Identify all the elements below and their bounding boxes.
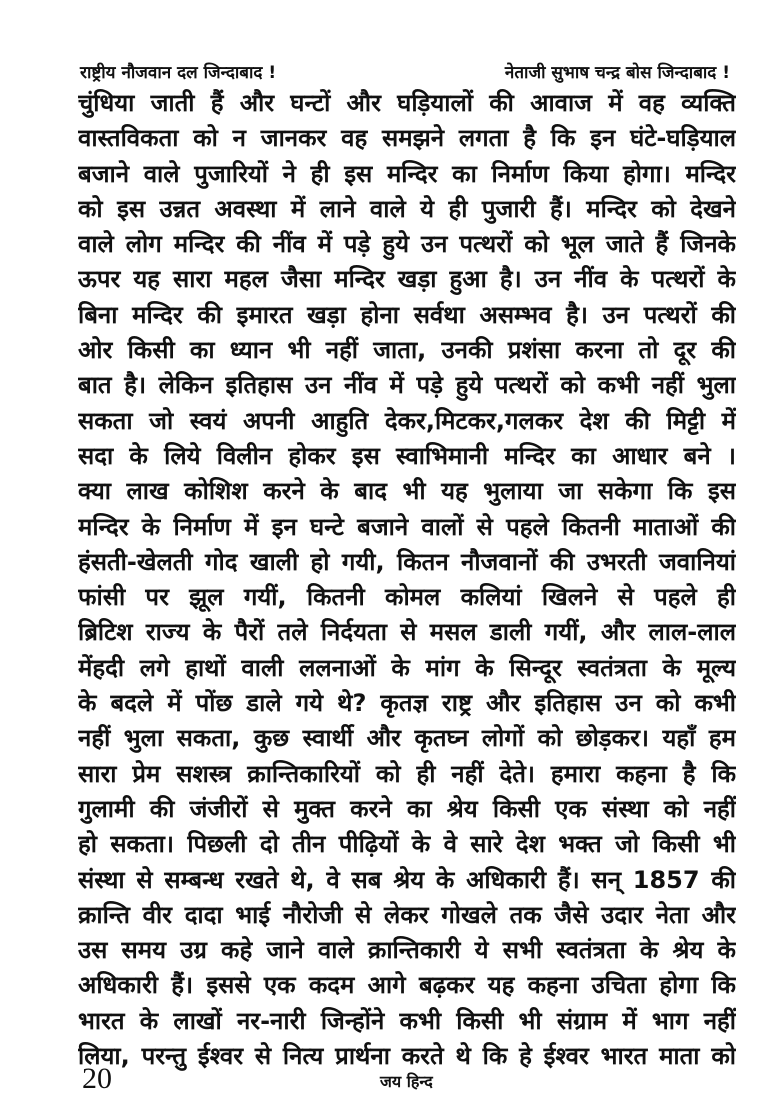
text-line: फांसी पर झूल गयीं, कितनी कोमल कलियां खिलने से पहले ही xyxy=(78,583,736,612)
text-line: भारत के लाखों नर-नारी जिन्होंने कभी किसी भी संग्राम में भाग नहीं xyxy=(78,1006,736,1035)
text-line: संस्था से सम्बन्ध रखते थे, वे सब श्रेय के अधिकारी हैं। सन् 1857 की xyxy=(78,865,736,894)
text-line: बिना मन्दिर की इमारत खड़ा होना सर्वथा असम्भव है। उन पत्थरों की xyxy=(78,300,736,329)
text-line: हो सकता। पिछली दो तीन पीढ़ियों के वे सारे देश भक्त जो किसी भी xyxy=(78,830,736,859)
text-line: वास्तविकता को न जानकर वह समझने लगता है कि इन घंटे-घड़ियाल xyxy=(78,124,736,153)
text-line: अधिकारी हैं। इससे एक कदम आगे बढ़कर यह कहना उचिता होगा कि xyxy=(78,971,736,1000)
text-line: लिया, परन्तु ईश्वर से नित्य प्रार्थना करते थे कि हे ईश्वर भारत माता को xyxy=(78,1042,736,1071)
text-line: गुलामी की जंजीरों से मुक्त करने का श्रेय किसी एक संस्था को नहीं xyxy=(78,794,736,823)
text-line: क्या लाख कोशिश करने के बाद भी यह भुलाया जा सकेगा कि इस xyxy=(78,477,736,506)
text-line: के बदले में पोंछ डाले गये थे? कृतज्ञ राष्ट्र और इतिहास उन को कभी xyxy=(78,689,736,718)
text-line: बजाने वाले पुजारियों ने ही इस मन्दिर का निर्माण किया होगा। मन्दिर xyxy=(78,159,736,188)
text-line: ब्रिटिश राज्य के पैरों तले निर्दयता से मसल डाली गयीं, और लाल-लाल xyxy=(78,618,736,647)
footer-text: जय हिन्द xyxy=(380,1072,433,1091)
text-line: सारा प्रेम सशस्त्र क्रान्तिकारियों को ही नहीं देते। हमारा कहना है कि xyxy=(78,759,736,788)
text-line: वाले लोग मन्दिर की नींव में पड़े हुये उन पत्थरों को भूल जाते हैं जिनके xyxy=(78,230,736,259)
text-line: ऊपर यह सारा महल जैसा मन्दिर खड़ा हुआ है। उन नींव के पत्थरों के xyxy=(78,265,736,294)
text-line: मेंहदी लगे हाथों वाली ललनाओं के मांग के सिन्दूर स्वतंत्रता के मूल्य xyxy=(78,653,736,682)
running-header-left: राष्ट्रीय नौजवान दल जिन्दाबाद ! xyxy=(80,63,277,83)
text-line: क्रान्ति वीर दादा भाई नौरोजी से लेकर गोखले तक जैसे उदार नेता और xyxy=(78,900,736,929)
page-number: 20 xyxy=(82,1062,112,1095)
text-line: हंसती-खेलती गोद खाली हो गयी, कितन नौजवानों की उभरती जवानियां xyxy=(78,547,736,576)
text-line: नहीं भुला सकता, कुछ स्वार्थी और कृतघ्न लोगों को छोड़कर। यहाँ हम xyxy=(78,724,736,753)
text-line: चुंधिया जाती हैं और घन्टों और घड़ियालों की आवाज में वह व्यक्ति xyxy=(78,89,736,117)
text-line: ओर किसी का ध्यान भी नहीं जाता, उनकी प्रशंसा करना तो दूर की xyxy=(78,336,736,365)
running-header-right: नेताजी सुभाष चन्द्र बोस जिन्दाबाद ! xyxy=(504,63,730,83)
text-line: सदा के लिये विलीन होकर इस स्वाभिमानी मन्दिर का आधार बने । xyxy=(78,441,736,470)
body-text xyxy=(78,86,736,1074)
text-line: मन्दिर के निर्माण में इन घन्टे बजाने वालों से पहले कितनी माताओं की xyxy=(78,512,736,541)
text-line: बात है। लेकिन इतिहास उन नींव में पड़े हुये पत्थरों को कभी नहीं भुला xyxy=(78,371,736,400)
text-line: उस समय उग्र कहे जाने वाले क्रान्तिकारी ये सभी स्वतंत्रता के श्रेय के xyxy=(78,936,736,965)
text-line: सकता जो स्वयं अपनी आहुति देकर,मिटकर,गलकर देश की मिट्टी में xyxy=(78,406,736,435)
text-line: को इस उन्नत अवस्था में लाने वाले ये ही पुजारी हैं। मन्दिर को देखने xyxy=(78,194,736,223)
